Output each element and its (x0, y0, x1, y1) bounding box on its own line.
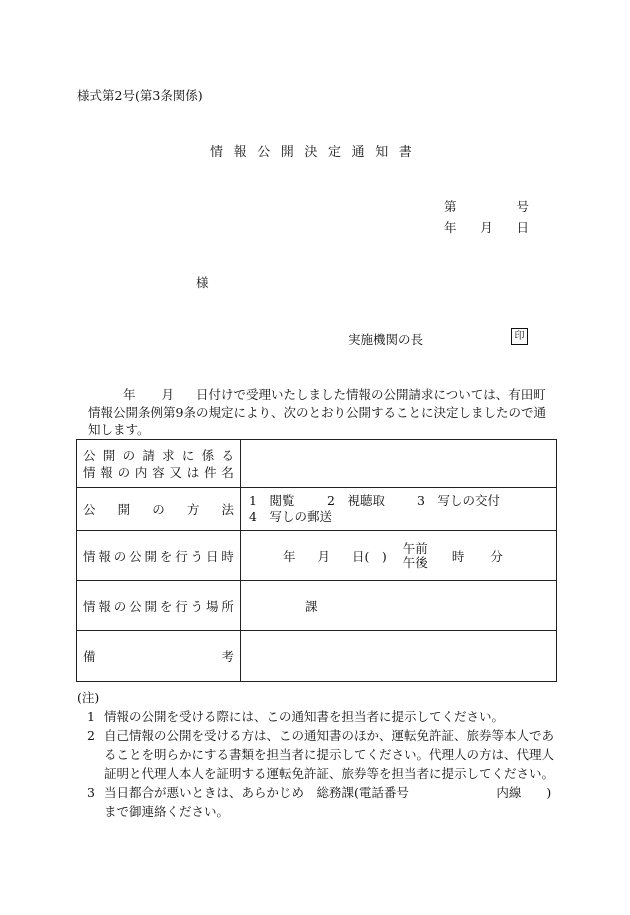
body-paragraph (88, 386, 558, 439)
datetime-label-char: の (113, 548, 127, 564)
datetime-label-char: 日 (206, 548, 219, 564)
subject-label-line1-char: 開 (102, 447, 116, 463)
method-option-1[interactable]: 1 閲覧 (249, 493, 295, 508)
place-label-char: 公 (129, 598, 142, 614)
dt-hour: 時 (451, 548, 465, 564)
table-row-subject (77, 440, 557, 488)
table-row-remarks (77, 631, 557, 682)
note-item-3: 3 当日都合が悪いときは、あらかじめ 総務課(電話番号 内線 )まで御連絡ください。 (87, 785, 552, 819)
subject-label-line1-char: 求 (162, 447, 175, 463)
note-item-1: 1 情報の公開を受ける際には、この通知書を担当者に提示してください。 (87, 709, 505, 724)
subject-label-line1-char: 請 (142, 447, 155, 463)
date-day: 日 (516, 220, 529, 235)
subject-value[interactable] (241, 440, 557, 488)
subject-label-line1-char: 係 (201, 447, 215, 463)
datetime-label-char: う (190, 548, 204, 564)
method-label-char: 方 (186, 502, 200, 517)
remarks-label-char: 備 (83, 649, 96, 664)
place-label (77, 581, 241, 631)
am-pm-choice[interactable] (403, 542, 428, 570)
method-option-2[interactable]: 2 視聴取 (327, 493, 385, 508)
method-label-char: 法 (221, 502, 234, 517)
dt-day: 日( ) (352, 548, 387, 564)
datetime-label-char: 公 (129, 548, 142, 564)
document-title: 情報公開決定通知書 (210, 145, 423, 160)
place-label-char: 行 (175, 598, 188, 614)
place-suffix: 課 (305, 598, 318, 614)
subject-label-line2-char: 又 (169, 464, 182, 480)
note-item-2: 2 自己情報の公開を受ける方は、この通知書のほか、運転免許証、旅券等本人であることを明らかにする書類を担当者に提示してください。代理人の方は、代理人証明と代理人本人を証明する運転免許証、旅券等を担当者に提示してください。 (87, 728, 555, 781)
seal-mark: 印 (511, 328, 528, 345)
subject-label-line1-char: に (181, 447, 195, 463)
method-label-char: の (152, 502, 165, 517)
place-label-char: 報 (98, 598, 111, 614)
place-label-char: う (190, 598, 204, 614)
body-text: 日付けで受理いたしました情報の公開請求については、有田町情報公開条例第9条の規定により、次のとおり公開することに決定しましたので通知します。 (88, 387, 546, 437)
am-label: 午前 (402, 540, 428, 556)
datetime-label-char: 時 (221, 548, 234, 564)
document-number-line (444, 197, 529, 215)
subject-label-line2-char: 名 (221, 464, 234, 480)
place-label-char: 開 (144, 598, 158, 614)
body-year: 年 (123, 387, 136, 402)
datetime-label (77, 531, 241, 581)
datetime-label-char: を (159, 548, 173, 564)
addressee-suffix: 様 (196, 275, 209, 290)
subject-label (77, 440, 241, 488)
notes-section (77, 688, 557, 821)
table-row-method (77, 488, 557, 531)
table-row-place (77, 581, 557, 631)
subject-label-line2 (83, 464, 234, 481)
remarks-label (77, 631, 241, 682)
subject-label-line2-char: 件 (204, 464, 217, 480)
remarks-label-char: 考 (221, 649, 234, 664)
subject-label-line2-char: は (186, 464, 200, 480)
place-label-char: 情 (83, 598, 96, 614)
place-label-char: を (159, 598, 173, 614)
number-suffix: 号 (516, 199, 529, 214)
place-value[interactable] (241, 581, 557, 631)
dt-month: 月 (317, 548, 331, 564)
notes-heading: (注) (77, 690, 100, 705)
pm-label: 午後 (402, 554, 428, 570)
place-label-char: 場 (206, 598, 219, 614)
number-prefix: 第 (444, 199, 457, 214)
document-date-line (444, 218, 529, 236)
date-year: 年 (444, 220, 457, 235)
disclosure-table (76, 439, 557, 682)
datetime-value[interactable] (241, 531, 557, 581)
method-label-char: 公 (83, 502, 96, 517)
remarks-value[interactable] (241, 631, 557, 682)
subject-label-line1-char: る (221, 447, 234, 463)
subject-label-line1-char: の (122, 447, 136, 463)
subject-label-line2-char: 情 (83, 464, 96, 480)
sender-label: 実施機関の長 (348, 332, 424, 347)
table-row-datetime (77, 531, 557, 581)
subject-label-line1 (83, 447, 234, 464)
dt-minute: 分 (490, 548, 503, 564)
subject-label-line2-char: の (117, 464, 131, 480)
subject-label-line2-char: 容 (152, 464, 165, 480)
datetime-label-char: 情 (83, 548, 96, 564)
method-option-3[interactable]: 3 写しの交付 (417, 493, 500, 508)
method-label-char: 開 (117, 502, 131, 517)
method-label (77, 488, 241, 531)
datetime-label-char: 報 (98, 548, 111, 564)
dt-year: 年 (283, 548, 296, 564)
method-option-4[interactable]: 4 写しの郵送 (249, 509, 332, 524)
subject-label-line2-char: 内 (134, 464, 148, 480)
subject-label-line1-char: 公 (83, 447, 96, 463)
body-month: 月 (161, 387, 175, 402)
method-options (241, 488, 557, 531)
date-month: 月 (480, 220, 493, 235)
place-label-char: の (113, 598, 127, 614)
form-number-label: 様式第2号(第3条関係) (77, 88, 203, 103)
datetime-label-char: 行 (175, 548, 188, 564)
datetime-label-char: 開 (144, 548, 158, 564)
subject-label-line2-char: 報 (100, 464, 113, 480)
place-label-char: 所 (221, 598, 234, 614)
